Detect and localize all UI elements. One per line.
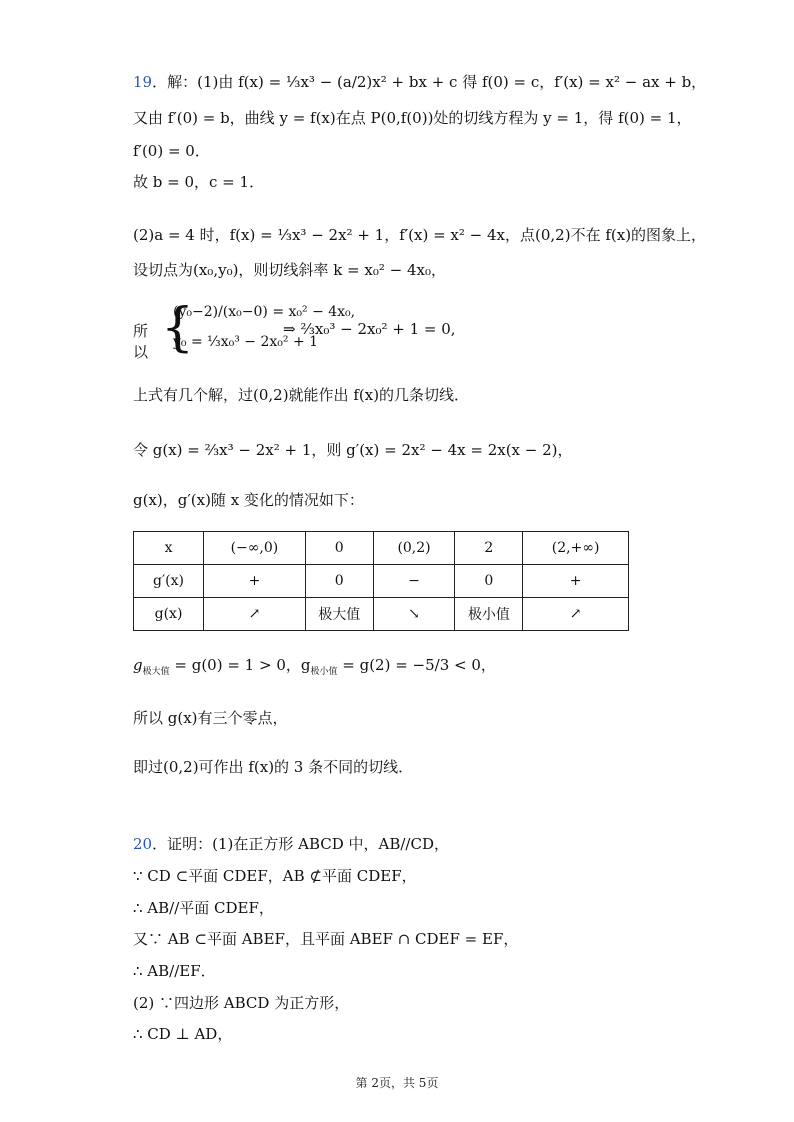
- q20-line-6: (2) ∵四边形 ABCD 为正方形，: [133, 994, 350, 1012]
- q19-line-5: (2)a = 4 时，f(x) = ⅓x³ − 2x² + 1，f′(x) = x² − 4x，点(0,2)不在 f(x)的图象上，: [133, 226, 707, 244]
- brace-symbol: {: [161, 298, 195, 358]
- table-row: [134, 565, 629, 598]
- table-cell: 极小值: [455, 598, 523, 631]
- table-cell: g(x): [134, 598, 204, 631]
- table-cell: (0,2): [373, 532, 455, 565]
- q19-line-7: 上式有几个解，过(0,2)就能作出 f(x)的几条切线．: [133, 386, 470, 404]
- q19-line-9: g(x)，g′(x)随 x 变化的情况如下：: [133, 491, 364, 509]
- system-row-2: y₀ = ⅓x₀³ − 2x₀² + 1: [173, 334, 319, 350]
- q19-line-8: 令 g(x) = ⅔x³ − 2x² + 1，则 g′(x) = 2x² − 4x = 2x(x − 2)，: [133, 441, 573, 459]
- system-row-1: (y₀−2)/(x₀−0) = x₀² − 4x₀,: [173, 304, 356, 320]
- page-footer: 第 2页，共 5页: [355, 1076, 439, 1090]
- q19-line-1: 19．解：(1)由 f(x) = ⅓x³ − (a/2)x² + bx + c 得 f(0) = c，f′(x) = x² − ax + b，: [133, 73, 707, 91]
- q20-line-3: ∴ AB//平面 CDEF，: [133, 899, 274, 917]
- q19-line-10: $g_{极大值} = g(0) = 1 > 0$，$g_{极小值} = g(2) = -5/3 < 0$，: [133, 656, 496, 677]
- table-cell: 0: [305, 532, 373, 565]
- table-cell: 极大值: [305, 598, 373, 631]
- table-cell: 0: [455, 565, 523, 598]
- q20-line-4: 又∵ AB ⊂平面 ABEF，且平面 ABEF ∩ CDEF = EF，: [133, 930, 519, 948]
- table-cell: g′(x): [134, 565, 204, 598]
- table-cell: +: [204, 565, 306, 598]
- table-cell: −: [373, 565, 455, 598]
- table-row: [134, 598, 629, 631]
- table-cell: +: [523, 565, 629, 598]
- q19-line-11: 所以 g(x)有三个零点，: [133, 709, 288, 727]
- system-result: ⇒ ⅔x₀³ − 2x₀² + 1 = 0,: [283, 320, 456, 338]
- table-cell: 2: [455, 532, 523, 565]
- q19-line-6: 设切点为(x₀,y₀)，则切线斜率 k = x₀² − 4x₀，: [133, 261, 447, 279]
- q19-number: 19: [133, 73, 153, 91]
- q19-line-4: 故 b = 0，c = 1．: [133, 173, 265, 191]
- q20-line-7: ∴ CD ⊥ AD，: [133, 1025, 233, 1043]
- table-cell: ↗: [523, 598, 629, 631]
- q20-line-2: ∵ CD ⊂平面 CDEF，AB ⊄平面 CDEF，: [133, 867, 417, 885]
- q20-number: 20: [133, 835, 153, 853]
- table-cell: 0: [305, 565, 373, 598]
- q19-line-2: 又由 f′(0) = b，曲线 y = f(x)在点 P(0,f(0))处的切线方程为 y = 1，得 f(0) = 1，: [133, 109, 692, 127]
- q20-line-5: ∴ AB//EF．: [133, 962, 216, 980]
- table-cell: x: [134, 532, 204, 565]
- table-cell: ↘: [373, 598, 455, 631]
- q20-line-1: 20．证明：(1)在正方形 ABCD 中，AB//CD，: [133, 835, 449, 853]
- q19-line-12: 即过(0,2)可作出 f(x)的 3 条不同的切线．: [133, 758, 414, 776]
- table-cell: ↗: [204, 598, 306, 631]
- table-cell: (−∞,0): [204, 532, 306, 565]
- table-header-row: [134, 532, 629, 565]
- q19-line-3: f′(0) = 0．: [133, 142, 210, 160]
- table-cell: (2,+∞): [523, 532, 629, 565]
- variation-table: [133, 531, 629, 631]
